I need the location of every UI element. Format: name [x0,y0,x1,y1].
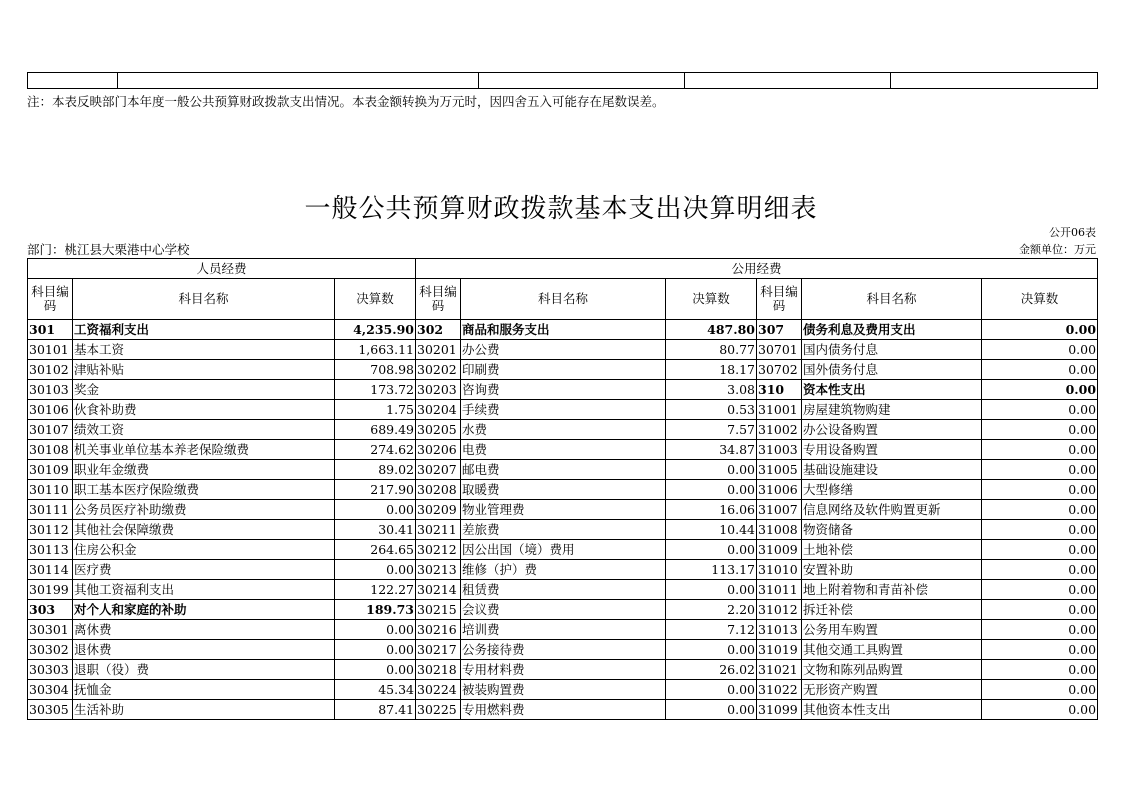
table-note: 注：本表反映部门本年度一般公共预算财政拨款支出情况。本表金额转换为万元时，因四舍五入可能存在尾数误差。 [27,94,665,109]
code-cell: 307 [757,320,802,340]
amount-cell: 16.06 [666,500,757,520]
name-cell: 绩效工资 [73,420,335,440]
code-cell: 30112 [28,520,73,540]
code-cell: 31022 [757,680,802,700]
amount-cell: 0.00 [982,460,1098,480]
code-cell: 301 [28,320,73,340]
amount-cell: 113.17 [666,560,757,580]
amount-cell: 0.00 [666,480,757,500]
name-cell: 物资储备 [802,520,982,540]
amount-cell: 0.00 [982,440,1098,460]
table-row [28,480,1098,500]
code-cell: 30204 [416,400,461,420]
code-cell: 30106 [28,400,73,420]
amount-cell: 0.00 [982,380,1098,400]
code-cell: 302 [416,320,461,340]
header-code: 科目编码 [757,279,802,320]
code-cell: 30702 [757,360,802,380]
code-cell: 31013 [757,620,802,640]
amount-cell: 0.00 [666,540,757,560]
empty-cell [891,73,1098,89]
code-cell: 30211 [416,520,461,540]
amount-cell: 274.62 [335,440,416,460]
page-title: 一般公共预算财政拨款基本支出决算明细表 [304,194,818,224]
name-cell: 专用材料费 [461,660,666,680]
code-cell: 30214 [416,580,461,600]
table-row [28,320,1098,340]
name-cell: 其他交通工具购置 [802,640,982,660]
code-cell: 30101 [28,340,73,360]
amount-cell: 173.72 [335,380,416,400]
amount-cell: 0.00 [335,620,416,640]
name-cell: 机关事业单位基本养老保险缴费 [73,440,335,460]
amount-cell: 0.00 [335,640,416,660]
name-cell: 伙食补助费 [73,400,335,420]
name-cell: 离休费 [73,620,335,640]
code-cell: 31019 [757,640,802,660]
amount-cell: 0.00 [982,320,1098,340]
code-cell: 30208 [416,480,461,500]
table-row [28,420,1098,440]
code-cell: 30209 [416,500,461,520]
amount-cell: 3.08 [666,380,757,400]
amount-cell: 0.00 [335,660,416,680]
amount-cell: 689.49 [335,420,416,440]
code-cell: 30217 [416,640,461,660]
amount-cell: 2.20 [666,600,757,620]
name-cell: 退职（役）费 [73,660,335,680]
code-cell: 30114 [28,560,73,580]
code-cell: 31011 [757,580,802,600]
amount-cell: 0.00 [982,640,1098,660]
code-cell: 30113 [28,540,73,560]
name-cell: 地上附着物和青苗补偿 [802,580,982,600]
name-cell: 退休费 [73,640,335,660]
amount-cell: 0.00 [982,360,1098,380]
code-cell: 31001 [757,400,802,420]
table-row [28,680,1098,700]
name-cell: 基本工资 [73,340,335,360]
amount-cell: 0.00 [335,500,416,520]
header-code: 科目编码 [28,279,73,320]
name-cell: 租赁费 [461,580,666,600]
header-amount: 决算数 [666,279,757,320]
code-cell: 30304 [28,680,73,700]
amount-cell: 7.12 [666,620,757,640]
code-cell: 30111 [28,500,73,520]
name-cell: 津贴补贴 [73,360,335,380]
name-cell: 生活补助 [73,700,335,720]
code-cell: 31005 [757,460,802,480]
empty-cell [118,73,479,89]
code-cell: 30215 [416,600,461,620]
name-cell: 差旅费 [461,520,666,540]
amount-cell: 1,663.11 [335,340,416,360]
amount-cell: 0.00 [666,640,757,660]
table-row [28,500,1098,520]
amount-cell: 0.00 [982,540,1098,560]
name-cell: 商品和服务支出 [461,320,666,340]
name-cell: 办公设备购置 [802,420,982,440]
name-cell: 公务接待费 [461,640,666,660]
amount-cell: 0.00 [982,500,1098,520]
amount-cell: 4,235.90 [335,320,416,340]
name-cell: 取暖费 [461,480,666,500]
name-cell: 资本性支出 [802,380,982,400]
table-row [28,600,1098,620]
name-cell: 培训费 [461,620,666,640]
amount-cell: 87.41 [335,700,416,720]
code-cell: 31009 [757,540,802,560]
unit-label: 金额单位：万元 [1019,243,1096,256]
code-cell: 310 [757,380,802,400]
code-cell: 30213 [416,560,461,580]
code-cell: 30201 [416,340,461,360]
group-header-personnel: 人员经费 [28,259,416,279]
amount-cell: 0.00 [982,340,1098,360]
amount-cell: 0.00 [666,700,757,720]
name-cell: 债务利息及费用支出 [802,320,982,340]
amount-cell: 0.00 [982,400,1098,420]
code-cell: 31006 [757,480,802,500]
code-cell: 30224 [416,680,461,700]
amount-cell: 1.75 [335,400,416,420]
name-cell: 公务员医疗补助缴费 [73,500,335,520]
name-cell: 拆迁补偿 [802,600,982,620]
name-cell: 电费 [461,440,666,460]
name-cell: 大型修缮 [802,480,982,500]
amount-cell: 0.00 [982,520,1098,540]
table-row [28,700,1098,720]
table-row [28,460,1098,480]
amount-cell: 0.00 [982,620,1098,640]
code-cell: 30216 [416,620,461,640]
amount-cell: 0.00 [982,420,1098,440]
name-cell: 住房公积金 [73,540,335,560]
form-id: 公开06表 [1049,226,1096,239]
table-row [28,540,1098,560]
amount-cell: 34.87 [666,440,757,460]
amount-cell: 0.53 [666,400,757,420]
empty-cell [685,73,891,89]
code-cell: 30110 [28,480,73,500]
code-cell: 30701 [757,340,802,360]
header-amount: 决算数 [335,279,416,320]
code-cell: 30203 [416,380,461,400]
amount-cell: 10.44 [666,520,757,540]
table-row [28,560,1098,580]
amount-cell: 0.00 [666,580,757,600]
code-cell: 30225 [416,700,461,720]
name-cell: 其他社会保障缴费 [73,520,335,540]
code-cell: 30305 [28,700,73,720]
code-cell: 31002 [757,420,802,440]
code-cell: 30205 [416,420,461,440]
name-cell: 房屋建筑物购建 [802,400,982,420]
previous-table-tail [27,72,1098,89]
code-cell: 30109 [28,460,73,480]
amount-cell: 26.02 [666,660,757,680]
code-cell: 31008 [757,520,802,540]
header-code: 科目编码 [416,279,461,320]
name-cell: 信息网络及软件购置更新 [802,500,982,520]
table-row [28,620,1098,640]
amount-cell: 0.00 [982,660,1098,680]
name-cell: 印刷费 [461,360,666,380]
amount-cell: 217.90 [335,480,416,500]
code-cell: 31003 [757,440,802,460]
name-cell: 其他资本性支出 [802,700,982,720]
name-cell: 职业年金缴费 [73,460,335,480]
header-name: 科目名称 [461,279,666,320]
name-cell: 因公出国（境）费用 [461,540,666,560]
name-cell: 职工基本医疗保险缴费 [73,480,335,500]
header-name: 科目名称 [73,279,335,320]
code-cell: 30107 [28,420,73,440]
name-cell: 办公费 [461,340,666,360]
code-cell: 30302 [28,640,73,660]
amount-cell: 122.27 [335,580,416,600]
table-row [28,580,1098,600]
name-cell: 维修（护）费 [461,560,666,580]
code-cell: 30103 [28,380,73,400]
code-cell: 30202 [416,360,461,380]
code-cell: 31010 [757,560,802,580]
name-cell: 国外债务付息 [802,360,982,380]
name-cell: 抚恤金 [73,680,335,700]
name-cell: 奖金 [73,380,335,400]
header-amount: 决算数 [982,279,1098,320]
table-row [28,660,1098,680]
name-cell: 医疗费 [73,560,335,580]
code-cell: 31012 [757,600,802,620]
table-row [28,340,1098,360]
name-cell: 文物和陈列品购置 [802,660,982,680]
amount-cell: 0.00 [982,600,1098,620]
group-header-public: 公用经费 [416,259,1098,279]
name-cell: 对个人和家庭的补助 [73,600,335,620]
code-cell: 30108 [28,440,73,460]
name-cell: 手续费 [461,400,666,420]
name-cell: 土地补偿 [802,540,982,560]
table-row [28,360,1098,380]
amount-cell: 0.00 [982,580,1098,600]
code-cell: 31007 [757,500,802,520]
amount-cell: 7.57 [666,420,757,440]
name-cell: 基础设施建设 [802,460,982,480]
code-cell: 30212 [416,540,461,560]
amount-cell: 18.17 [666,360,757,380]
name-cell: 公务用车购置 [802,620,982,640]
code-cell: 30207 [416,460,461,480]
amount-cell: 0.00 [982,680,1098,700]
code-cell: 303 [28,600,73,620]
name-cell: 安置补助 [802,560,982,580]
code-cell: 30301 [28,620,73,640]
amount-cell: 189.73 [335,600,416,620]
name-cell: 被装购置费 [461,680,666,700]
table-row [28,400,1098,420]
code-cell: 31021 [757,660,802,680]
amount-cell: 0.00 [982,480,1098,500]
code-cell: 30102 [28,360,73,380]
name-cell: 水费 [461,420,666,440]
table-row [28,640,1098,660]
name-cell: 其他工资福利支出 [73,580,335,600]
amount-cell: 0.00 [982,560,1098,580]
name-cell: 会议费 [461,600,666,620]
empty-cell [479,73,685,89]
amount-cell: 0.00 [982,700,1098,720]
code-cell: 31099 [757,700,802,720]
table-row [28,520,1098,540]
header-name: 科目名称 [802,279,982,320]
code-cell: 30303 [28,660,73,680]
amount-cell: 0.00 [666,460,757,480]
amount-cell: 45.34 [335,680,416,700]
name-cell: 专用设备购置 [802,440,982,460]
name-cell: 专用燃料费 [461,700,666,720]
amount-cell: 80.77 [666,340,757,360]
amount-cell: 264.65 [335,540,416,560]
amount-cell: 89.02 [335,460,416,480]
amount-cell: 708.98 [335,360,416,380]
name-cell: 无形资产购置 [802,680,982,700]
name-cell: 国内债务付息 [802,340,982,360]
code-cell: 30199 [28,580,73,600]
table-row [28,440,1098,460]
empty-cell [28,73,118,89]
amount-cell: 487.80 [666,320,757,340]
name-cell: 工资福利支出 [73,320,335,340]
name-cell: 物业管理费 [461,500,666,520]
amount-cell: 30.41 [335,520,416,540]
table-row [28,380,1098,400]
amount-cell: 0.00 [666,680,757,700]
code-cell: 30218 [416,660,461,680]
code-cell: 30206 [416,440,461,460]
department-label: 部门：桃江县大栗港中心学校 [27,242,190,257]
name-cell: 咨询费 [461,380,666,400]
amount-cell: 0.00 [335,560,416,580]
expenditure-table [27,258,1098,720]
name-cell: 邮电费 [461,460,666,480]
